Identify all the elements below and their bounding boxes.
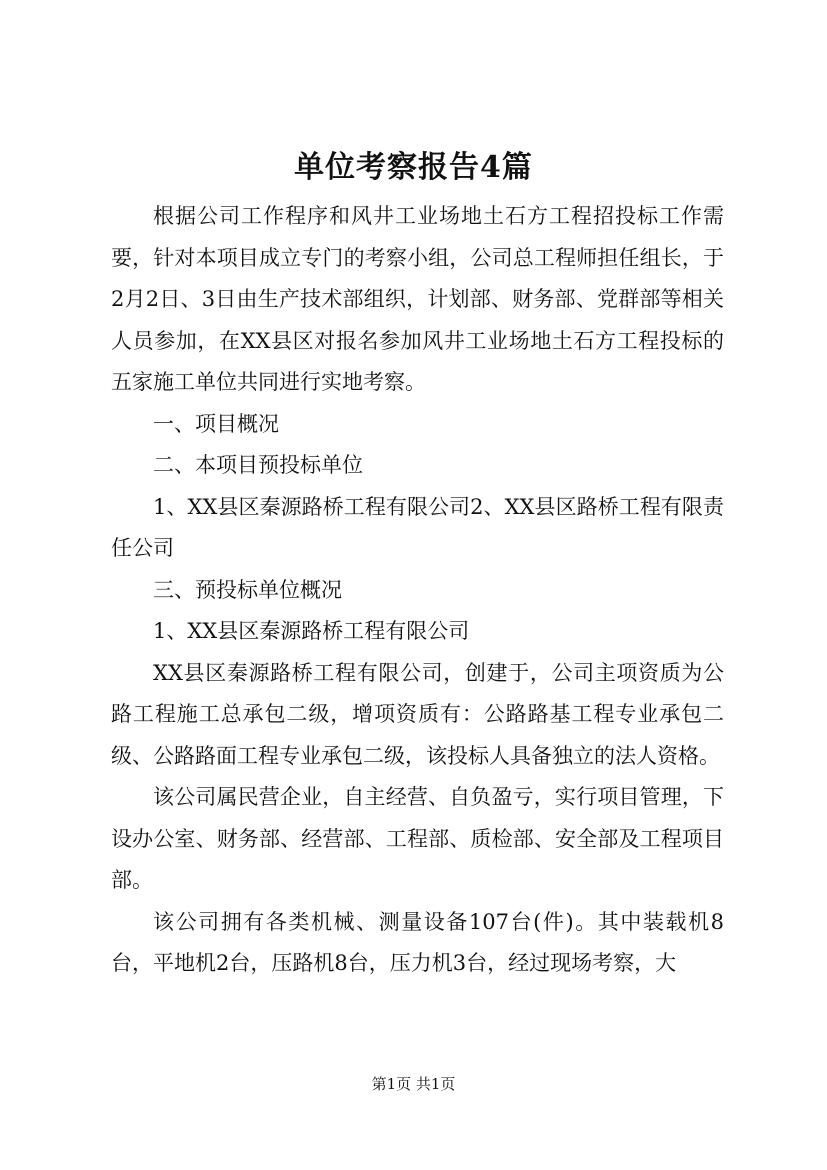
document-title: 单位考察报告4篇 — [294, 150, 533, 185]
paragraph-company-structure: 该公司属民营企业，自主经营、自负盈亏，实行项目管理，下设办公室、财务部、经营部、工程部、质检部、安全部及工程项目部。 — [111, 785, 724, 892]
heading-pre-bid-units: 二、本项目预投标单位 — [153, 453, 363, 477]
heading-bidder-overview: 三、预投标单位概况 — [153, 577, 342, 602]
paragraph-intro: 根据公司工作程序和风井工业场地土石方工程招投标工作需要，针对本项目成立专门的考察小组，公司总工程师担任组长，于2月2日、3日由生产技术部组织，计划部、财务部、党群部等相关人员参加，在XX县区对报名参加风井工业场地土石方工程投标的五家施工单位共同进行实地考察。 — [111, 204, 724, 394]
document-body — [111, 196, 724, 985]
page-footer: 第1页 共1页 — [371, 1075, 456, 1093]
paragraph-company-qualification: XX县区秦源路桥工程有限公司，创建于，公司主项资质为公路工程施工总承包二级，增项资质有：公路路基工程专业承包二级、公路路面工程专业承包二级，该投标人具备独立的法人资格。 — [111, 660, 724, 768]
heading-company-1: 1、XX县区秦源路桥工程有限公司 — [153, 619, 470, 643]
paragraph-bidder-list: 1、XX县区秦源路桥工程有限公司2、XX县区路桥工程有限责任公司 — [111, 494, 724, 560]
paragraph-company-equipment: 该公司拥有各类机械、测量设备107台(件)。其中装载机8台，平地机2台，压路机8台，压力机3台，经过现场考察，大 — [111, 909, 724, 975]
heading-project-overview: 一、项目概况 — [153, 411, 279, 436]
